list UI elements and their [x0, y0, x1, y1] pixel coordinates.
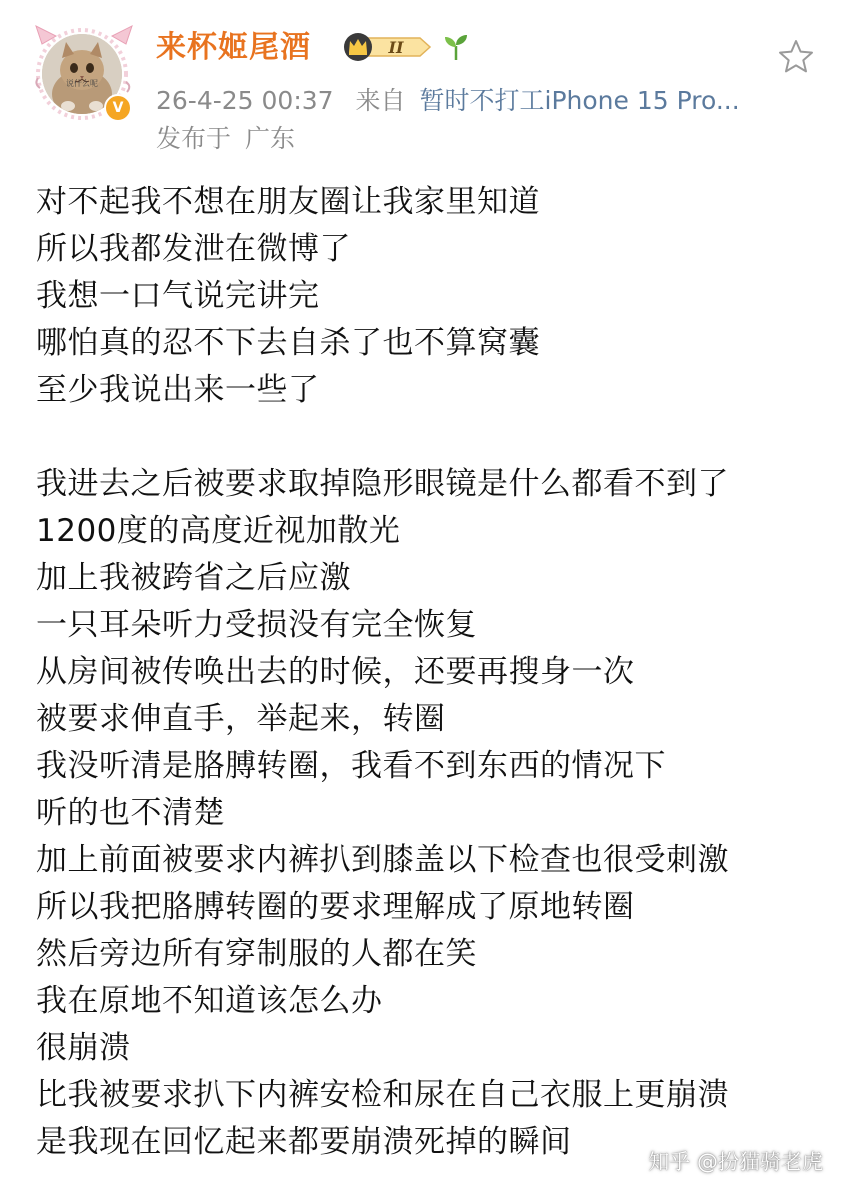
verified-badge-icon: V: [104, 94, 132, 122]
post-line: 哪怕真的忍不下去自杀了也不算窝囊: [36, 325, 540, 361]
post-content: [36, 179, 826, 1166]
post-line: 被要求伸直手，举起来，转圈: [36, 701, 446, 737]
watermark: 知乎 @扮猫骑老虎: [648, 1150, 823, 1174]
source-label: 来自: [355, 86, 406, 115]
post-timestamp: 26-4-25 00:37: [156, 86, 334, 115]
post-line: 我想一口气说完讲完: [36, 278, 320, 314]
vip-crown-badge-icon[interactable]: [342, 32, 432, 62]
post-line: 所以我都发泄在微博了: [36, 231, 351, 267]
avatar[interactable]: [34, 22, 134, 122]
post-line: 加上前面被要求内裤扒到膝盖以下检查也很受刺激: [36, 842, 729, 878]
post-meta: [156, 84, 740, 118]
author-name[interactable]: 来杯姬尾酒: [156, 30, 311, 65]
post-line: 至少我说出来一些了: [36, 372, 320, 408]
post-line: 所以我把胳膊转圈的要求理解成了原地转圈: [36, 889, 635, 925]
vip-level-label: II: [388, 38, 404, 57]
post-line: 对不起我不想在朋友圈让我家里知道: [36, 184, 540, 220]
post-line: 从房间被传唤出去的时候，还要再搜身一次: [36, 654, 635, 690]
post-line: 比我被要求扒下内裤安检和尿在自己衣服上更崩溃: [36, 1077, 729, 1113]
source-device-link[interactable]: 暂时不打工iPhone 15 Pro...: [419, 86, 740, 115]
post-line: 很崩溃: [36, 1030, 131, 1066]
post-line: 一只耳朵听力受损没有完全恢复: [36, 607, 477, 643]
location-label: 发布于: [156, 124, 232, 153]
post-line: 是我现在回忆起来都要崩溃死掉的瞬间: [36, 1124, 572, 1160]
post-line: 我在原地不知道该怎么办: [36, 983, 383, 1019]
sprout-icon: [442, 32, 470, 62]
post-line: 1200度的高度近视加散光: [36, 513, 401, 549]
location-value: 广东: [244, 124, 295, 153]
avatar-caption: 说什么呢: [66, 79, 98, 88]
paragraph-gap: [36, 414, 826, 461]
post-line: 听的也不清楚: [36, 795, 225, 831]
post-line: 我没听清是胳膊转圈，我看不到东西的情况下: [36, 748, 666, 784]
post-line: 我进去之后被要求取掉隐形眼镜是什么都看不到了: [36, 466, 729, 502]
post-line: 然后旁边所有穿制服的人都在笑: [36, 936, 477, 972]
post-header: [0, 0, 845, 170]
favorite-star-icon[interactable]: [777, 38, 815, 76]
post-line: 加上我被跨省之后应激: [36, 560, 351, 596]
post-location: [156, 122, 295, 156]
